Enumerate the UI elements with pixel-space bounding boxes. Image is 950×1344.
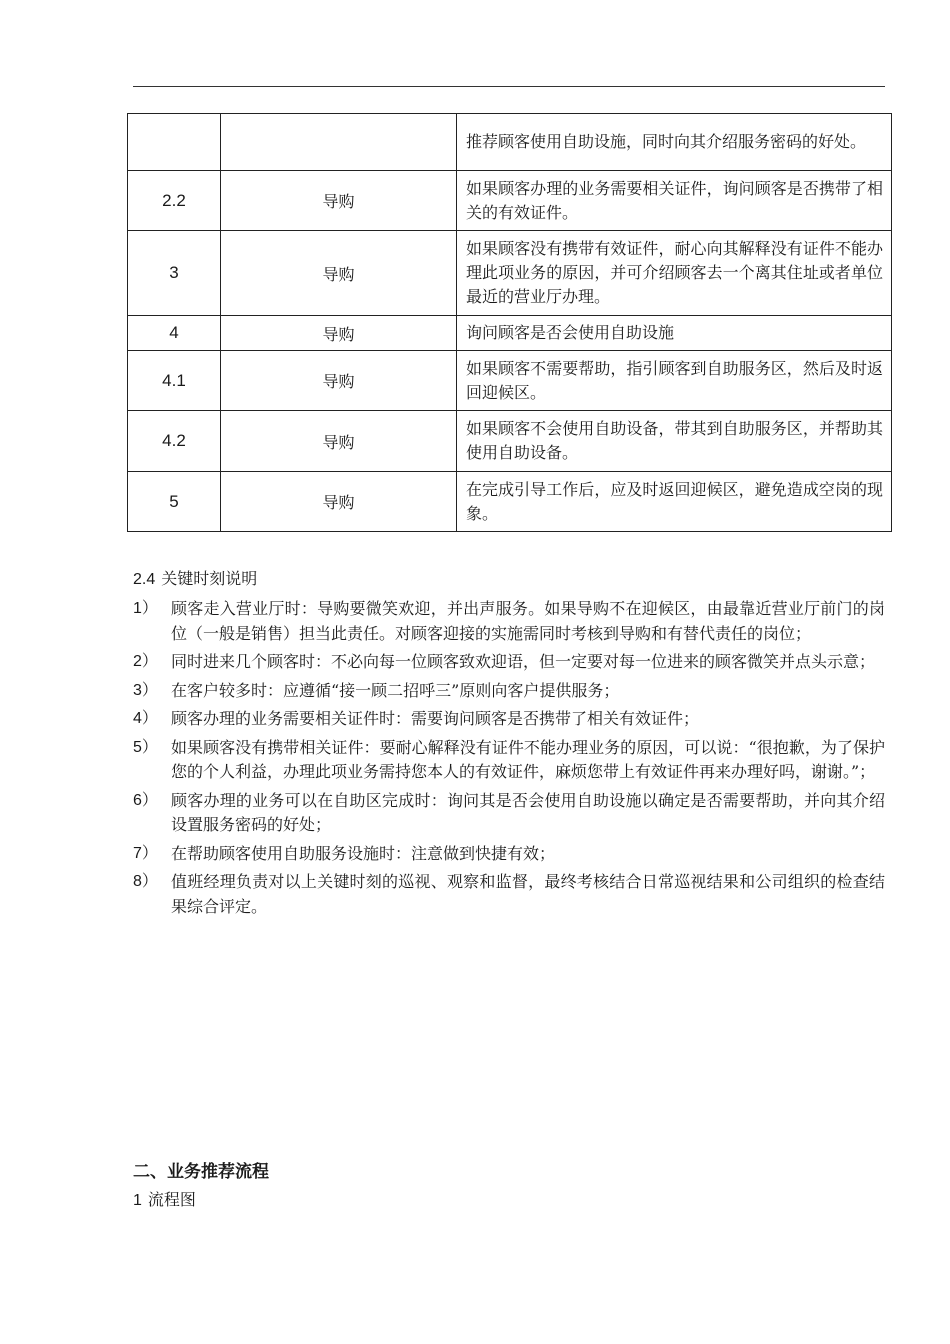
step-role-cell: 导购 [221, 472, 457, 532]
list-item-text: 顾客走入营业厅时：导购要微笑欢迎，并出声服务。如果导购不在迎候区，由最靠近营业厅前门的岗位（一般是销售）担当此责任。对顾客迎接的实施需同时考核到导购和有替代责任的岗位； [171, 599, 885, 643]
list-item-text: 顾客办理的业务可以在自助区完成时：询问其是否会使用自助设施以确定是否需要帮助，并向其介绍设置服务密码的好处； [171, 790, 885, 834]
section-number: 2.4 [133, 571, 156, 588]
list-item-index: 4） [133, 710, 158, 727]
list-item [133, 736, 885, 785]
table-row [128, 114, 892, 171]
step-description-cell: 询问顾客是否会使用自助设施 [457, 316, 892, 351]
step-number-cell: 2.2 [128, 171, 221, 231]
list-item [133, 789, 885, 838]
subsection-title: 流程图 [147, 1190, 196, 1209]
header-rule [133, 86, 885, 87]
step-role-cell: 导购 [221, 411, 457, 472]
step-role-cell [221, 114, 457, 171]
step-description-cell: 如果顾客办理的业务需要相关证件，询问顾客是否携带了相关的有效证件。 [457, 171, 892, 231]
list-item-index: 5） [133, 738, 158, 756]
list-item [133, 679, 885, 704]
section-title: 关键时刻说明 [161, 569, 258, 588]
list-item-text: 顾客办理的业务需要相关证件时：需要询问顾客是否携带了相关有效证件； [171, 709, 700, 728]
step-number-cell: 4.2 [128, 411, 221, 472]
table-row [128, 316, 892, 351]
list-item-index: 8） [133, 873, 158, 890]
list-item-index: 6） [133, 791, 158, 809]
step-role-cell: 导购 [221, 231, 457, 316]
table-row [128, 171, 892, 231]
step-number-cell: 4 [128, 316, 221, 351]
table-row [128, 411, 892, 472]
step-number-cell: 3 [128, 231, 221, 316]
subsection-heading [133, 1186, 269, 1215]
list-item [133, 842, 885, 867]
list-item-index: 2） [133, 653, 158, 670]
list-item-text: 如果顾客没有携带相关证件：要耐心解释没有证件不能办理业务的原因，可以说：“很抱歉，为了保护您的个人利益，办理此项业务需持您本人的有效证件，麻烦您带上有效证件再来办理好吗，谢谢。”； [171, 737, 885, 781]
list-item [133, 707, 885, 732]
step-number-cell [128, 114, 221, 171]
step-role-cell: 导购 [221, 351, 457, 411]
key-moments-section [133, 566, 885, 923]
list-item [133, 597, 885, 646]
step-description-cell: 推荐顾客使用自助设施，同时向其介绍服务密码的好处。 [457, 114, 892, 171]
list-item [133, 870, 885, 919]
list-item-index: 3） [133, 681, 158, 699]
part-two-section [133, 1158, 269, 1215]
process-steps-table [127, 113, 892, 532]
step-description-cell: 如果顾客不需要帮助，指引顾客到自助服务区，然后及时返回迎候区。 [457, 351, 892, 411]
step-number-cell: 5 [128, 472, 221, 532]
table-row [128, 231, 892, 316]
step-number-cell: 4.1 [128, 351, 221, 411]
list-item-text: 同时进来几个顾客时：不必向每一位顾客致欢迎语，但一定要对每一位进来的顾客微笑并点头示意； [171, 652, 876, 671]
table-row [128, 472, 892, 532]
list-item-index: 7） [133, 844, 158, 862]
section-heading [133, 566, 885, 593]
list-item-index: 1） [133, 600, 158, 617]
step-description-cell: 如果顾客不会使用自助设备，带其到自助服务区，并帮助其使用自助设备。 [457, 411, 892, 472]
list-item [133, 650, 885, 675]
step-description-cell: 在完成引导工作后，应及时返回迎候区，避免造成空岗的现象。 [457, 472, 892, 532]
list-item-text: 在客户较多时：应遵循“接一顾二招呼三”原则向客户提供服务； [171, 680, 620, 700]
subsection-number: 1 [133, 1192, 142, 1209]
part-heading: 二、业务推荐流程 [133, 1162, 269, 1182]
step-role-cell: 导购 [221, 316, 457, 351]
list-item-text: 在帮助顾客使用自助服务设施时：注意做到快捷有效； [171, 843, 556, 863]
step-role-cell: 导购 [221, 171, 457, 231]
step-description-cell: 如果顾客没有携带有效证件，耐心向其解释没有证件不能办理此项业务的原因，并可介绍顾客去一个离其住址或者单位最近的营业厅办理。 [457, 231, 892, 316]
table-row [128, 351, 892, 411]
list-item-text: 值班经理负责对以上关键时刻的巡视、观察和监督，最终考核结合日常巡视结果和公司组织的检查结果综合评定。 [171, 872, 885, 916]
